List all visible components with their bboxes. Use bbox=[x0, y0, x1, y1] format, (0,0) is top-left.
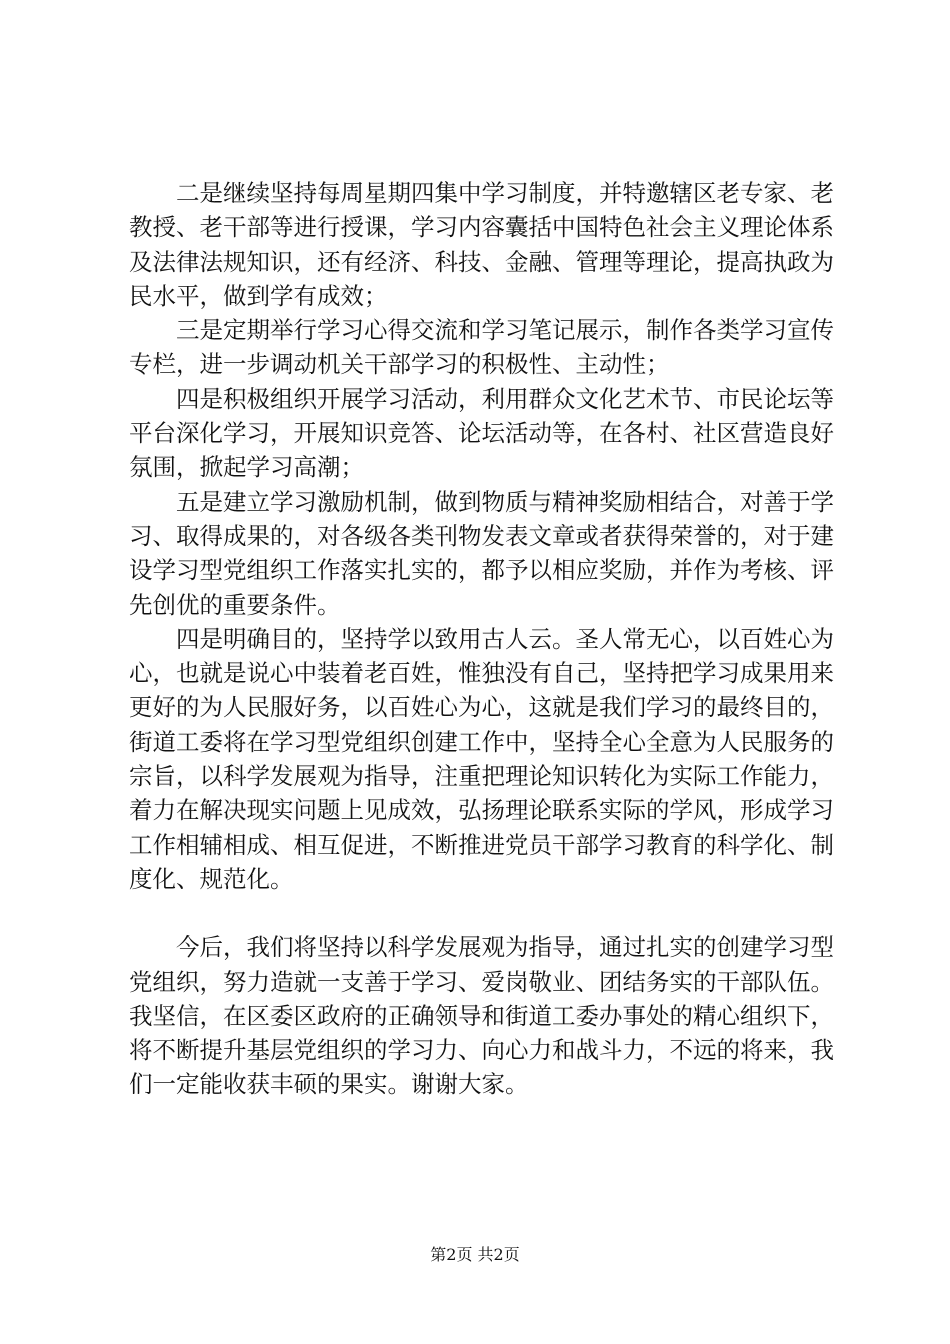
paragraph-conclusion: 今后，我们将坚持以科学发展观为指导，通过扎实的创建学习型党组织，努力造就一支善于学习、爱岗敬业、团结务实的干部队伍。我坚信，在区委区政府的正确领导和街道工委办事处的精心组织下，将不断提升基层党组织的学习力、向心力和战斗力，不远的将来，我们一定能收获丰硕的果实。谢谢大家。 bbox=[129, 933, 834, 1099]
paragraph-study-exchange: 三是定期举行学习心得交流和学习笔记展示，制作各类学习宣传专栏，进一步调动机关干部学习的积极性、主动性； bbox=[129, 316, 834, 379]
paragraph-incentive-mechanism: 五是建立学习激励机制，做到物质与精神奖励相结合，对善于学习、取得成果的，对各级各类刊物发表文章或者获得荣誉的，对于建设学习型党组织工作落实扎实的，都予以相应奖励，并作为考核、评先创优的重要条件。 bbox=[129, 487, 834, 619]
page-footer: 第2页 共2页 bbox=[430, 1245, 520, 1264]
document-body bbox=[129, 176, 834, 1102]
paragraph-clear-purpose: 四是明确目的，坚持学以致用古人云。圣人常无心，以百姓心为心，也就是说心中装着老百姓，惟独没有自己，坚持把学习成果用来更好的为人民服好务，以百姓心为心，这就是我们学习的最终目的，街道工委将在学习型党组织创建工作中，坚持全心全意为人民服务的宗旨，以科学发展观为指导，注重把理论知识转化为实际工作能力，着力在解决现实问题上见成效，弘扬理论联系实际的学风，形成学习工作相辅相成、相互促进，不断推进党员干部学习教育的科学化、制度化、规范化。 bbox=[129, 624, 834, 893]
paragraph-study-system: 二是继续坚持每周星期四集中学习制度，并特邀辖区老专家、老教授、老干部等进行授课，学习内容囊括中国特色社会主义理论体系及法律法规知识，还有经济、科技、金融、管理等理论，提高执政为民水平，做到学有成效； bbox=[129, 179, 834, 310]
paragraph-study-activities: 四是积极组织开展学习活动，利用群众文化艺术节、市民论坛等平台深化学习，开展知识竞答、论坛活动等，在各村、社区营造良好氛围，掀起学习高潮； bbox=[129, 384, 834, 482]
